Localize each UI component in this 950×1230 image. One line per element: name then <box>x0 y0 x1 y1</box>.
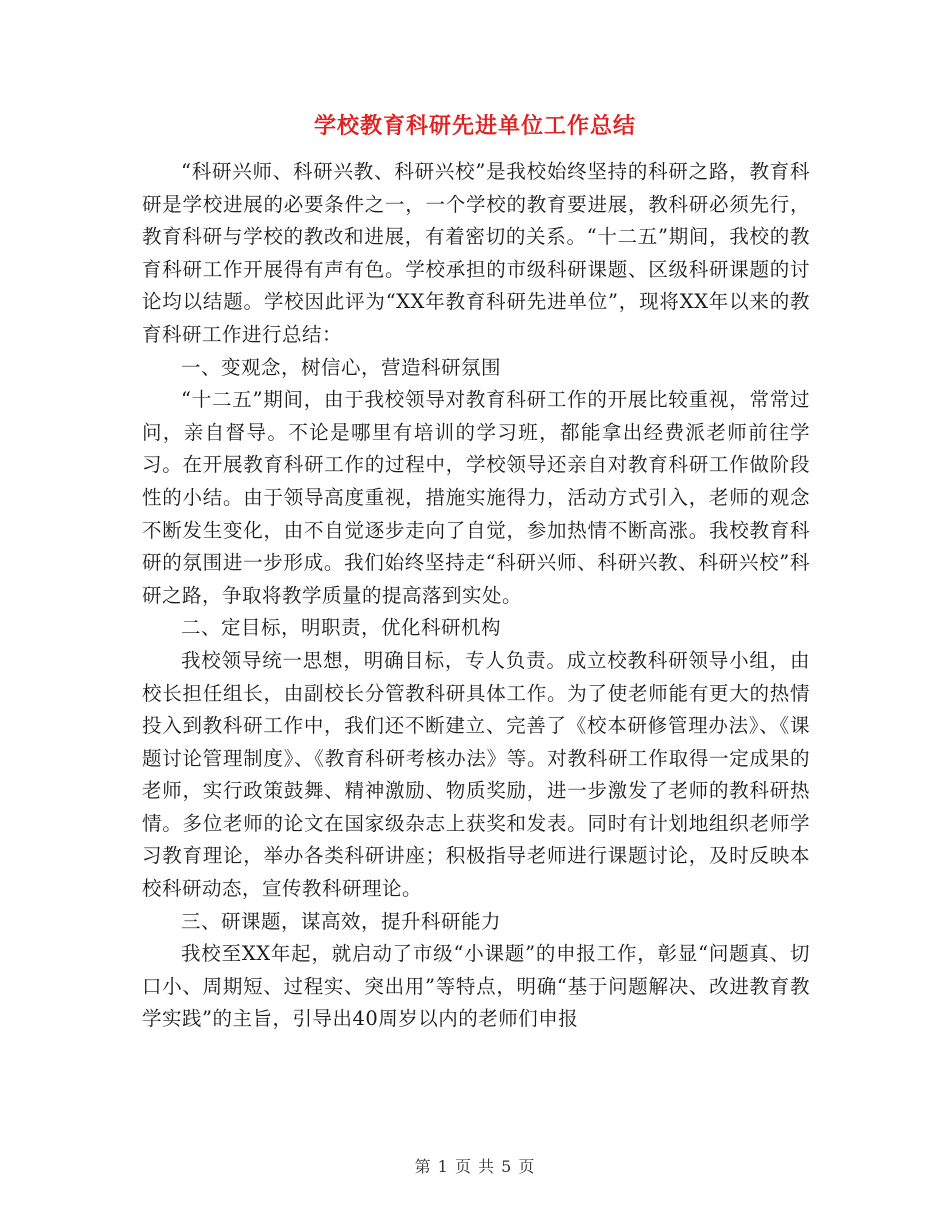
paragraph-intro: “科研兴师、科研兴教、科研兴校”是我校始终坚持的科研之路，教育科研是学校进展的必要条件之一，一个学校的教育要进展，教科研必须先行，教育科研与学校的教改和进展，有着密切的关系。“十二五”期间，我校的教育科研工作开展得有声有色。学校承担的市级科研课题、区级科研课题的讨论均以结题。学校因此评为“XX年教育科研先进单位”，现将XX年以来的教育科研工作进行总结： <box>142 160 810 346</box>
page-number-footer: 第 1 页 共 5 页 <box>414 1157 536 1176</box>
paragraph-section-2: 我校领导统一思想，明确目标，专人负责。成立校教科研领导小组，由校长担任组长，由副校长分管教科研具体工作。为了使老师能有更大的热情投入到教科研工作中，我们还不断建立、完善了《校本研修管理办法》、《课题讨论管理制度》、《教育科研考核办法》等。对教科研工作取得一定成果的老师，实行政策鼓舞、精神激励、物质奖励，进一步激发了老师的教科研热情。多位老师的论文在国家级杂志上获奖和发表。同时有计划地组织老师学习教育理论，举办各类科研讲座；积极指导老师进行课题讨论，及时反映本校科研动态，宣传教科研理论。 <box>142 648 810 901</box>
section-heading-2: 二、定目标，明职责，优化科研机构 <box>181 616 502 640</box>
paragraph-section-1: “十二五”期间，由于我校领导对教育科研工作的开展比较重视，常常过问，亲自督导。不论是哪里有培训的学习班，都能拿出经费派老师前往学习。在开展教育科研工作的过程中，学校领导还亲自对教育科研工作做阶段性的小结。由于领导高度重视，措施实施得力，活动方式引入，老师的观念不断发生变化，由不自觉逐步走向了自觉，参加热情不断高涨。我校教育科研的氛围进一步形成。我们始终坚持走“科研兴师、科研兴教、科研兴校”科研之路，争取将教学质量的提高落到实处。 <box>142 388 810 607</box>
section-heading-1: 一、变观念，树信心，营造科研氛围 <box>181 355 502 379</box>
document-body <box>142 156 810 1036</box>
section-heading-3: 三、研课题，谋高效，提升科研能力 <box>181 909 502 933</box>
paragraph-section-3: 我校至XX年起，就启动了市级“小课题”的申报工作，彰显“问题真、切口小、周期短、过程实、突出用”等特点，明确“基于问题解决、改进教育教学实践”的主旨，引导出40周岁以内的老师们申报 <box>142 942 810 1031</box>
document-title: 学校教育科研先进单位工作总结 <box>313 113 636 139</box>
